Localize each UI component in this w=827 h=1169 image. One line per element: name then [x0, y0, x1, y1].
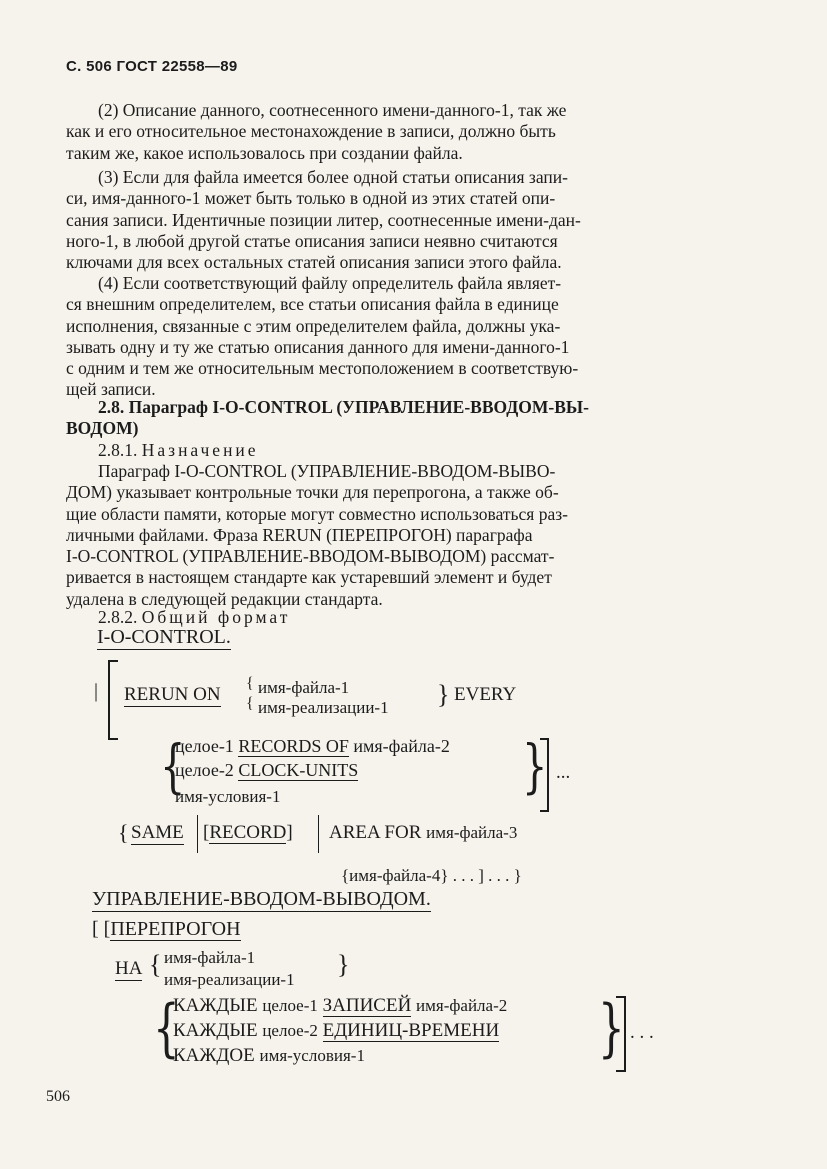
brace-close: }	[437, 680, 450, 709]
section-title: Параграф I-O-CONTROL (УПРАВЛЕНИЕ-ВВОДОМ-ВЫ-	[128, 397, 589, 417]
paragraph-3	[66, 167, 716, 273]
text-line: таким же, какое использовалось при создании файла.	[66, 142, 463, 163]
section-title: Общий формат	[141, 607, 291, 627]
keyword-io-control-ru: УПРАВЛЕНИЕ-ВВОДОМ-ВЫВОДОМ.	[92, 888, 431, 910]
condition-name-ru: имя-условия-1	[259, 1046, 365, 1065]
keyword-clock-units: CLOCK-UNITS	[238, 760, 359, 780]
condition-name: имя-условия-1	[175, 787, 281, 806]
keyword-every: EVERY	[454, 684, 517, 705]
text-line: удалена в следующей редакции стандарта.	[66, 588, 383, 609]
text-line: щие области памяти, которые могут совместно использоваться раз-	[66, 503, 568, 524]
brace-close-large: }	[522, 733, 548, 801]
keyword-rerun-on: RERUN ON	[124, 684, 221, 705]
text-line: (4) Если соответствующий файлу определитель файла являет-	[98, 273, 562, 293]
integer-1-ru: целое-1	[262, 996, 318, 1015]
file-name-4-line: {имя-файла-4} . . . ] . . . }	[341, 866, 522, 885]
option-file-name-ru: имя-файла-1	[164, 948, 256, 967]
ellipsis-ru: . . .	[630, 1022, 654, 1043]
text-line: ного-1, в любой другой статье описания записи неявно считаются	[66, 230, 558, 251]
file-name-2-ru: имя-файла-2	[416, 996, 508, 1015]
text-line: с одним и тем же относительным местоположением в соответствую-	[66, 358, 579, 379]
keyword-records-of: RECORDS OF	[238, 736, 349, 756]
text-line: ключами для всех остальных статей описания записи этого файла.	[66, 252, 562, 273]
section-heading-2-8	[66, 397, 716, 440]
brace-close-large-ru: }	[598, 991, 625, 1065]
file-name-2: имя-файла-2	[353, 736, 450, 756]
keyword-record: RECORD	[209, 822, 287, 843]
text-line: ривается в настоящем стандарте как устаревший элемент и будет	[66, 567, 552, 588]
file-name-3: имя-файла-3	[426, 823, 518, 842]
brace-open-large: {	[160, 733, 186, 801]
text-line: исполнения, связанные с этим определителем файла, должны ука-	[66, 315, 561, 336]
text-line: ся внешним определителем, все статьи описания файла в единице	[66, 294, 559, 315]
keyword-kazhdye: КАЖДЫЕ	[173, 1020, 258, 1041]
keyword-zapisey: ЗАПИСЕЙ	[322, 995, 412, 1016]
text-line: как и его относительное местонахождение в записи, должно быть	[66, 121, 556, 142]
paragraph-2	[66, 100, 716, 164]
text-line: щей записи.	[66, 379, 156, 400]
keyword-kazhdoe: КАЖДОЕ	[173, 1045, 255, 1066]
option-impl-name: имя-реализации-1	[258, 698, 389, 717]
section-number: 2.8.2.	[98, 607, 138, 627]
document-page: С. 506 ГОСТ 22558—89 (2) Описание данного, соотнесенного имени-данного-1, так же как и его относительное местонахождение в записи, должно быть таким же, какое использовалось при создании файла. (3) Если для файла имеется более одной статьи описания запи- си, имя-данного-1 может быть только в одной из этих статей опи- сания записи. Идентичные позиции литер, соотнесенные имени-дан- ного-1, в любой другой статье описания записи неявно считаются ключами для всех остальных статей описания записи этого файла. (4) Если соответствующий файлу определитель файла являет- ся внешним определителем, все статьи описания файла в единице исполнения, связанные с этим определителем файла, должны ука- зывать одну и ту же статью описания данного для имени-данного-1 с одним и тем же относительным местоположением в соответствую- щей записи. 2.8. Параграф I-O-CONTROL (УПРАВЛЕНИЕ-ВВОДОМ-ВЫ- ВОДОМ) 2.8.1. Назначение Параграф I-O-CONTROL (УПРАВЛЕНИЕ-ВВОДОМ-ВЫВО- ДОМ) указывает контрольные точки для перепрогона, а также об- щие области памяти, которые могут совместно использоваться раз- личными файлами. Фраза RERUN (ПЕРЕПРОГОН) параграфа I-O-CONTROL (УПРАВЛЕНИЕ-ВВОДОМ-ВЫВОДОМ) рассмат- ривается в настоящем стандарте как устаревший элемент и будет удалена в следующей редакции стандарта. 2.8.2. Общий формат I-O-CONTROL. | RERUN ON { { имя-файла-1 имя-реализации-1 } EVERY { целое-1 RECORDS OF имя-файла-2 целое-2 CLOCK-UNITS имя-условия-1 } ... { SAME [RECORD] AREA FOR имя-файла-3 {имя-файла-4} . . . ] . . . } УПРАВЛЕНИЕ-ВВОДОМ-ВЫВОДОМ. [ [ПЕРЕПРОГОН НА { имя-файла-1 имя-реализации-1 } { КАЖДЫЕ целое-1 ЗАПИСЕЙ имя-файла-2 КАЖДЫЕ целое-2 ЕДИНИЦ-ВРЕМЕНИ КАЖДОЕ имя-условия-1 } . . . 506	[0, 0, 827, 1169]
keyword-na: НА	[115, 958, 143, 979]
section-heading-2-8-1	[66, 440, 716, 461]
keyword-kazhdye: КАЖДЫЕ	[173, 995, 258, 1016]
section-title-cont: ВОДОМ)	[66, 418, 139, 439]
option-file-name: имя-файла-1	[258, 678, 350, 697]
ellipsis: ...	[556, 762, 571, 783]
keyword-rerun-ru: ПЕРЕПРОГОН	[110, 918, 241, 940]
text-line: (3) Если для файла имеется более одной статьи описания запи-	[98, 167, 568, 187]
keyword-area-for: AREA FOR	[329, 822, 422, 843]
text-line: ДОМ) указывает контрольные точки для перепрогона, а также об-	[66, 482, 559, 503]
purpose-paragraph	[66, 461, 716, 610]
integer-1: целое-1	[175, 736, 234, 756]
brace-open: {	[246, 675, 254, 692]
text-line: I-O-CONTROL (УПРАВЛЕНИЕ-ВВОДОМ-ВЫВОДОМ) рассмат-	[66, 546, 555, 567]
keyword-io-control: I-O-CONTROL.	[97, 626, 231, 648]
bar-mark: |	[94, 680, 99, 702]
keyword-same: SAME	[131, 822, 184, 843]
brace-open: {	[149, 950, 162, 979]
keyword-edinits-vremeni: ЕДИНИЦ-ВРЕМЕНИ	[322, 1020, 500, 1041]
text-line: Параграф I-O-CONTROL (УПРАВЛЕНИЕ-ВВОДОМ-ВЫВО-	[98, 461, 556, 481]
bracket-close-ru	[616, 996, 626, 1072]
text-line: сания записи. Идентичные позиции литер, соотнесенные имени-дан-	[66, 209, 581, 230]
outer-bracket	[108, 660, 118, 740]
section-number: 2.8.1.	[98, 440, 138, 460]
option-impl-name-ru: имя-реализации-1	[164, 970, 295, 989]
integer-2-ru: целое-2	[262, 1021, 318, 1040]
brace-open-large-ru: {	[153, 991, 180, 1065]
text-line: зывать одну и ту же статью описания данного для имени-данного-1	[66, 336, 570, 357]
brace-open-same: {	[118, 820, 129, 845]
text-line: личными файлами. Фраза RERUN (ПЕРЕПРОГОН) параграфа	[66, 524, 533, 545]
integer-2: целое-2	[175, 760, 234, 780]
brace-open: {	[246, 695, 254, 712]
page-number: 506	[46, 1088, 70, 1105]
paragraph-4	[66, 273, 716, 401]
inner-bracket-close	[540, 738, 549, 812]
section-title: Назначение	[141, 440, 259, 460]
brace-close: }	[337, 950, 350, 979]
text-line: си, имя-данного-1 может быть только в одной из этих статей опи-	[66, 188, 556, 209]
text-line: (2) Описание данного, соотнесенного имени-данного-1, так же	[98, 100, 567, 120]
page-header: С. 506 ГОСТ 22558—89	[66, 58, 238, 75]
section-number: 2.8.	[98, 397, 125, 417]
